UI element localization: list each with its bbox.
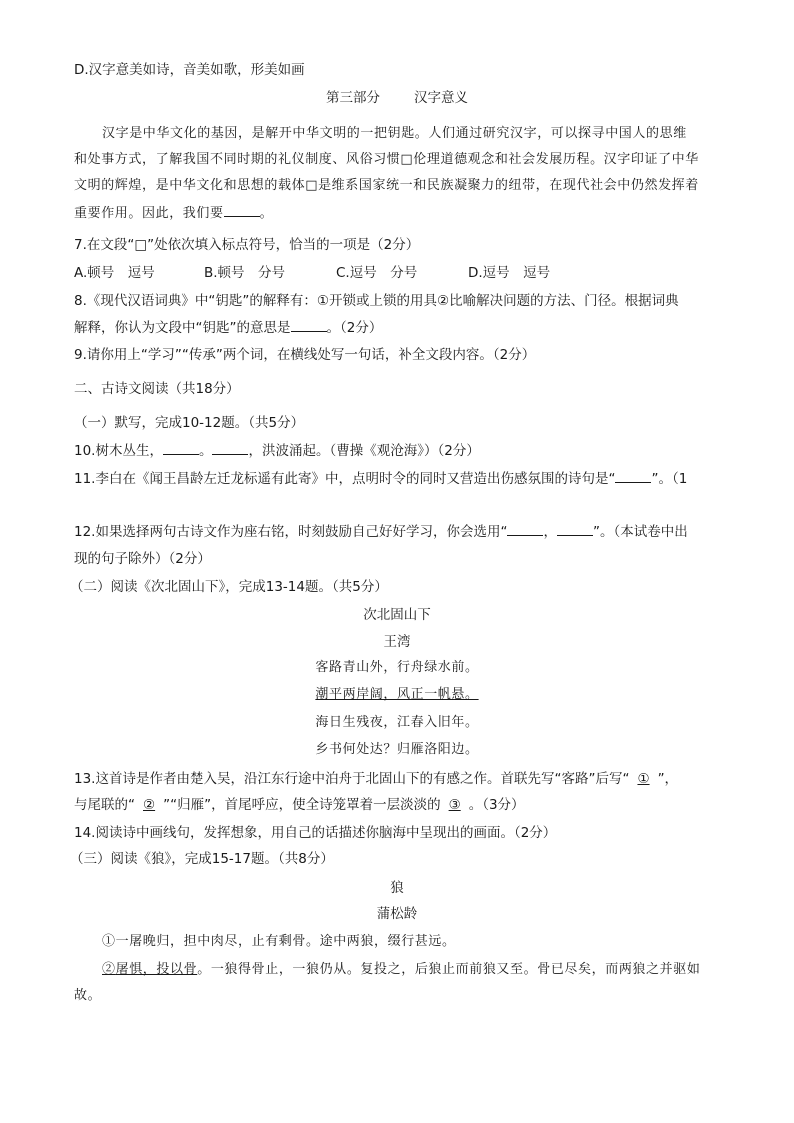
q11-after: ”。（1 xyxy=(651,471,688,487)
sub-3-heading: （三）阅读《狼》，完成15-17题。（共8分） xyxy=(70,851,334,867)
poem-line-4: 乡书何处达？归雁洛阳边。 xyxy=(315,742,479,757)
poem-line-2: 潮平两岸阔，风正一帆悬。 xyxy=(315,687,479,702)
q13-line-2 xyxy=(74,796,525,814)
q7-option-b[interactable]: B.顿号 分号 xyxy=(204,265,286,281)
q10-before: 10.树木丛生， xyxy=(74,443,163,459)
q10 xyxy=(74,441,480,460)
answer-blank-q12-2[interactable] xyxy=(557,522,593,536)
q11 xyxy=(74,469,687,488)
section-2-heading: 二、古诗文阅读（共18分） xyxy=(74,381,240,397)
q7-option-a[interactable]: A.顿号 逗号 xyxy=(74,265,155,281)
poem-line-2-underlined xyxy=(0,686,794,704)
poem-line-1: 客路青山外，行舟绿水前。 xyxy=(315,660,479,675)
wolf-paragraph-2-line-1 xyxy=(102,961,700,979)
q14-stem: 14.阅读诗中画线句，发挥想象，用自己的话描述你脑海中呈现出的画面。（2分） xyxy=(74,825,557,841)
poem-author: 王湾 xyxy=(383,634,411,650)
wolf-p2-marker: ② xyxy=(102,962,116,977)
answer-blank-q10-2[interactable] xyxy=(212,441,248,455)
q7-option-d[interactable]: D.逗号 逗号 xyxy=(468,265,551,281)
q7-options xyxy=(74,264,550,282)
option-d-previous: D.汉字意美如诗，音美如歌，形美如画 xyxy=(74,62,305,78)
q8-line2-after: 。（2分） xyxy=(326,320,383,336)
q12-after: ”。（本试卷中出 xyxy=(592,524,688,540)
wolf-paragraph-2-line-2: 故。 xyxy=(74,988,102,1003)
poem-line-3: 海日生残夜，江春入旧年。 xyxy=(315,715,479,730)
q8-line-1: 8.《现代汉语词典》中“钥匙”的解释有：①开锁或上锁的用具②比喻解决问题的方法、门径。根据词典 xyxy=(74,293,679,309)
q8-line-2 xyxy=(74,318,382,337)
part3-paragraph-line-2: 和处事方式，了解我国不同时期的礼仪制度、风俗习惯□伦理道德观念和社会发展历程。汉字印证了中华 xyxy=(74,152,699,167)
q10-mid1: 。 xyxy=(198,443,213,459)
sub-1-heading: （一）默写，完成10-12题。（共5分） xyxy=(74,415,305,431)
poem-title: 次北固山下 xyxy=(363,607,431,623)
wolf-paragraph-1: ①一屠晚归，担中肉尽，止有剩骨。途中两狼，缀行甚远。 xyxy=(102,934,456,949)
answer-blank-q8[interactable] xyxy=(291,318,327,332)
q9-stem: 9.请你用上“学习”“传承”两个词，在横线处写一句话，补全文段内容。（2分） xyxy=(74,347,536,363)
q13-line2-after: 。（3分） xyxy=(468,797,525,813)
wolf-author: 蒲松龄 xyxy=(376,906,418,922)
q13-line2-mid: ”“归雁”，首尾呼应，使全诗笼罩着一层淡淡的 xyxy=(163,797,441,813)
q8-line2-before: 解释，你认为文段中“钥匙”的意思是 xyxy=(74,320,291,336)
part3-title-right: 汉字意义 xyxy=(414,90,468,106)
part3-paragraph-line-1: 汉字是中华文化的基因，是解开中华文明的一把钥匙。人们通过研究汉字，可以探寻中国人的思维 xyxy=(102,126,687,141)
answer-blank-q13-2[interactable]: ② xyxy=(143,797,156,813)
q12-before: 12.如果选择两句古诗文作为座右铭，时刻鼓励自己好好学习，你会选用“ xyxy=(74,524,508,540)
part3-title-left: 第三部分 xyxy=(326,90,380,106)
q13-line1-after: ”， xyxy=(657,771,679,787)
wolf-p2-underlined: 屠惧，投以骨 xyxy=(115,962,198,977)
sub-2-heading: （二）阅读《次北固山下》，完成13-14题。（共5分） xyxy=(70,579,388,595)
paragraph-end: 。 xyxy=(259,206,274,221)
wolf-p2-rest: 。一狼得骨止，一狼仍从。复投之，后狼止而前狼又至。骨已尽矣，而两狼之并驱如 xyxy=(197,962,701,977)
q13-line-1 xyxy=(74,770,678,788)
q7-stem: 7.在文段“□”处依次填入标点符号，恰当的一项是（2分） xyxy=(74,237,420,253)
q7-option-c[interactable]: C.逗号 分号 xyxy=(336,265,418,281)
part3-paragraph-line-4 xyxy=(74,203,273,223)
answer-blank-q10-1[interactable] xyxy=(163,441,199,455)
q12-mid: ， xyxy=(543,524,557,540)
q13-line2-before: 与尾联的“ xyxy=(74,797,135,813)
answer-blank-q11[interactable] xyxy=(615,469,651,483)
paragraph-line-4-text: 重要作用。因此，我们要 xyxy=(74,206,224,221)
wolf-title: 狼 xyxy=(390,880,404,896)
answer-blank-q13-1[interactable]: ① xyxy=(637,771,650,787)
part3-title xyxy=(0,89,794,107)
answer-blank-q13-3[interactable]: ③ xyxy=(448,797,461,813)
answer-blank-paragraph[interactable] xyxy=(224,203,260,217)
q13-line1-before: 13.这首诗是作者由楚入吴，沿江东行途中泊舟于北固山下的有感之作。首联先写“客路”后写“ xyxy=(74,771,630,787)
q12-line-1 xyxy=(74,522,688,541)
part3-paragraph-line-3: 文明的辉煌，是中华文化和思想的载体□是维系国家统一和民族凝聚力的纽带，在现代社会中仍然发挥着 xyxy=(74,178,699,193)
q12-line-2: 现的句子除外）（2分） xyxy=(74,551,211,567)
answer-blank-q12-1[interactable] xyxy=(507,522,543,536)
q11-before: 11.李白在《闻王昌龄左迁龙标遥有此寄》中，点明时令的同时又营造出伤感氛围的诗句是“ xyxy=(74,471,616,487)
q10-mid2: ，洪波涌起。（曹操《观沧海》）（2分） xyxy=(248,443,480,459)
